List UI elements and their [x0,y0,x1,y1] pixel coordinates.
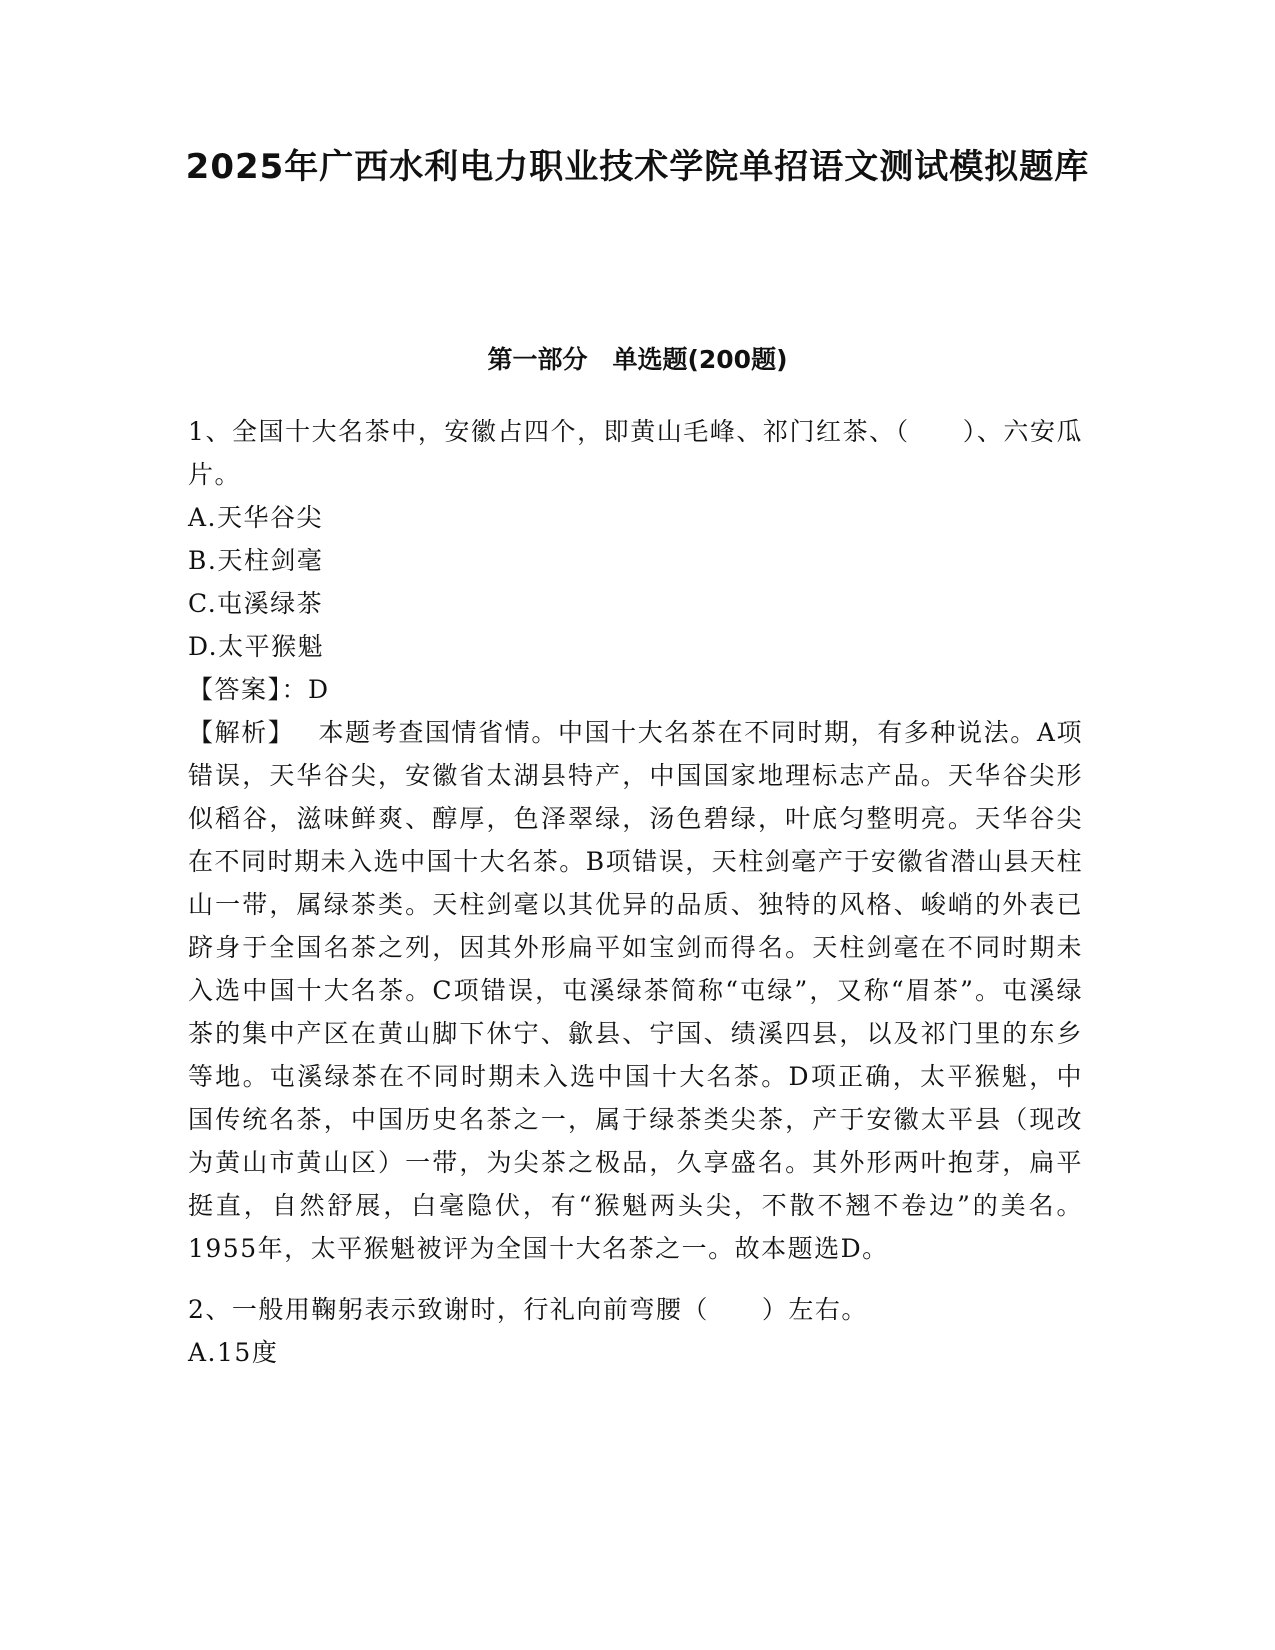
answer-value: D [308,675,330,704]
answer-line [188,668,1083,711]
analysis-label: 【解析】 [188,718,295,747]
option-a: A.15度 [188,1338,279,1367]
option-c: C.屯溪绿茶 [188,589,324,618]
analysis-text: 本题考查国情省情。中国十大名茶在不同时期，有多种说法。A项错误，天华谷尖，安徽省太湖县特产，中国国家地理标志产品。天华谷尖形似稻谷，滋味鲜爽、醇厚，色泽翠绿，汤色碧绿，叶底匀整明亮。天华谷尖在不同时期未入选中国十大名茶。B项错误，天柱剑毫产于安徽省潜山县天柱山一带，属绿茶类。天柱剑毫以其优异的品质、独特的风格、峻峭的外表已跻身于全国名茶之列，因其外形扁平如宝剑而得名。天柱剑毫在不同时期未入选中国十大名茶。C项错误，屯溪绿茶简称“屯绿”，又称“眉茶”。屯溪绿茶的集中产区在黄山脚下休宁、歙县、宁国、绩溪四县，以及祁门里的东乡等地。屯溪绿茶在不同时期未入选中国十大名茶。D项正确，太平猴魁，中国传统名茶，中国历史名茶之一，属于绿茶类尖茶，产于安徽太平县（现改为黄山市黄山区）一带，为尖茶之极品，久享盛名。其外形两叶抱芽，扁平挺直，自然舒展，白毫隐伏，有“猴魁两头尖，不散不翘不卷边”的美名。1955年，太平猴魁被评为全国十大名茶之一。故本题选D。 [188,718,1083,1263]
question-2 [188,1288,1083,1374]
option-a: A.天华谷尖 [188,503,324,532]
question-list [188,410,1083,1374]
question-1 [188,410,1083,1270]
section-heading: 第一部分 单选题(200题) [487,345,788,374]
question-stem: 1、全国十大名茶中，安徽占四个，即黄山毛峰、祁门红茶、（ ）、六安瓜片。 [188,417,1083,489]
option-d: D.太平猴魁 [188,632,325,661]
analysis-paragraph [188,711,1083,1270]
document-title: 2025年广西水利电力职业技术学院单招语文测试模拟题库 [185,147,1090,187]
question-stem: 2、一般用鞠躬表示致谢时，行礼向前弯腰（ ）左右。 [188,1295,868,1324]
answer-label: 【答案】： [188,675,309,704]
option-b: B.天柱剑毫 [188,546,324,575]
